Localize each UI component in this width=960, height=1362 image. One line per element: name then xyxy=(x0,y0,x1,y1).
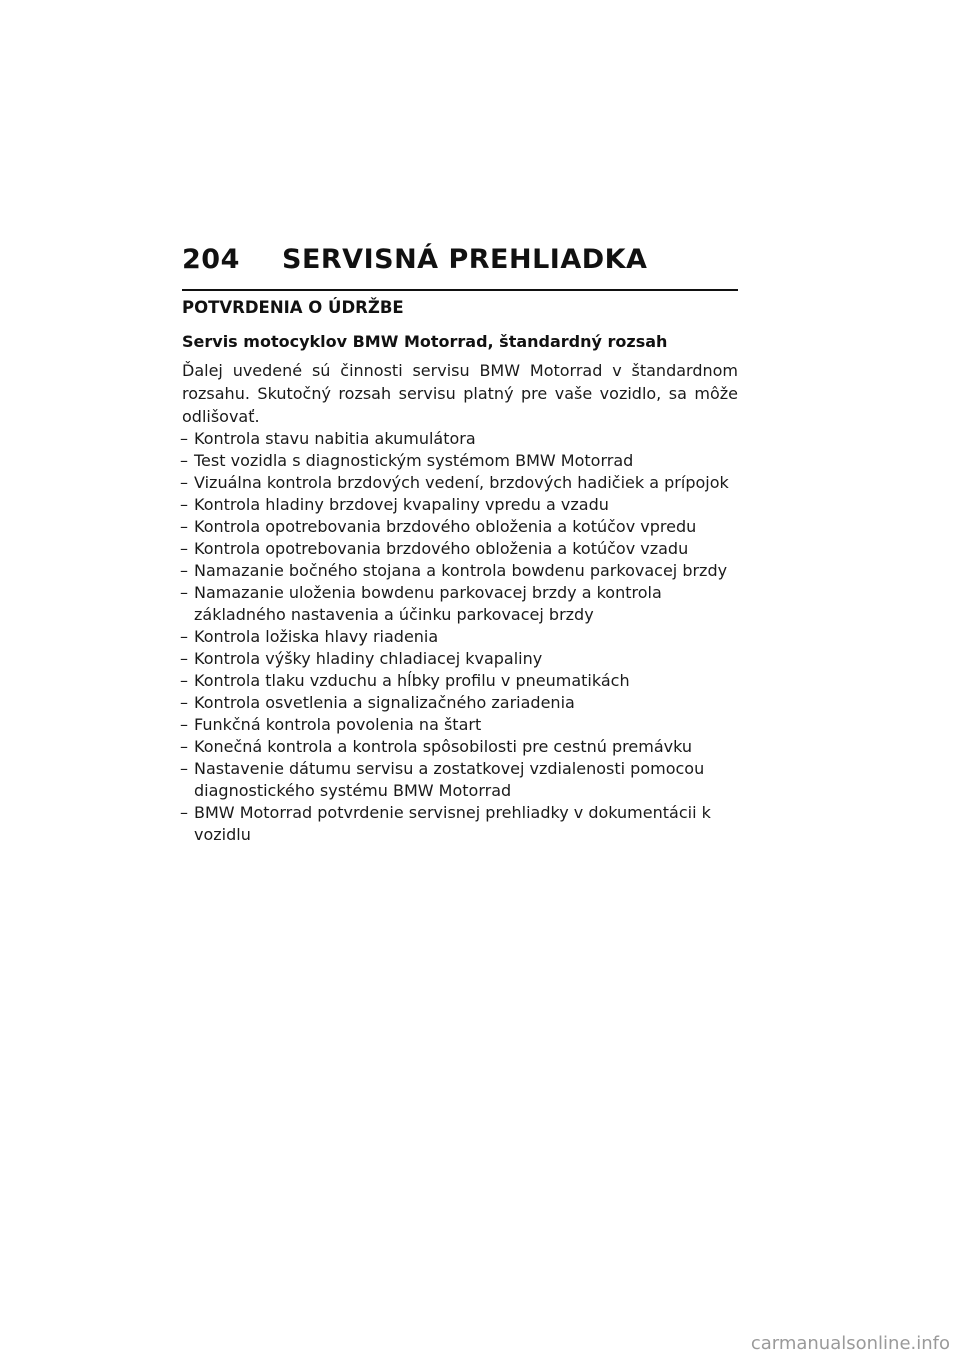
list-item: – Namazanie uloženia bowdenu parkovacej brzdy a kontrola základného nastavenia a účinku parkovacej brzdy xyxy=(182,582,738,626)
list-item: – Kontrola opotrebovania brzdového obloženia a kotúčov vzadu xyxy=(182,538,738,560)
list-item: – Funkčná kontrola povolenia na štart xyxy=(182,714,738,736)
page-number: 204 xyxy=(182,244,240,275)
page-header xyxy=(182,244,647,275)
section-title: POTVRDENIA O ÚDRŽBE xyxy=(182,289,738,321)
list-item: – Kontrola výšky hladiny chladiacej kvapaliny xyxy=(182,648,738,670)
intro-paragraph: Ďalej uvedené sú činnosti servisu BMW Motorrad v štandardnom rozsahu. Skutočný rozsah servisu platný pre vaše vozidlo, sa môže odlišovať. xyxy=(182,361,738,426)
list-item: – Kontrola ložiska hlavy riadenia xyxy=(182,626,738,648)
watermark-text: carmanualsonline.info xyxy=(750,1333,950,1354)
list-item: – Kontrola tlaku vzduchu a hĺbky profilu v pneumatikách xyxy=(182,670,738,692)
service-checklist xyxy=(182,428,738,846)
list-item: – Nastavenie dátumu servisu a zostatkovej vzdialenosti pomocou diagnostického systému BMW Motorrad xyxy=(182,758,738,802)
list-item: – Kontrola opotrebovania brzdového obloženia a kotúčov vpredu xyxy=(182,516,738,538)
list-item: – Vizuálna kontrola brzdových vedení, brzdových hadičiek a prípojok xyxy=(182,472,738,494)
page-content xyxy=(182,289,738,846)
list-item: – Kontrola stavu nabitia akumulátora xyxy=(182,428,738,450)
list-item: – BMW Motorrad potvrdenie servisnej prehliadky v dokumentácii k vozidlu xyxy=(182,802,738,846)
list-item: – Konečná kontrola a kontrola spôsobilosti pre cestnú premávku xyxy=(182,736,738,758)
list-item: – Kontrola osvetlenia a signalizačného zariadenia xyxy=(182,692,738,714)
list-item: – Namazanie bočného stojana a kontrola bowdenu parkovacej brzdy xyxy=(182,560,738,582)
subsection-title: Servis motocyklov BMW Motorrad, štandardný rozsah xyxy=(182,332,668,351)
chapter-title: SERVISNÁ PREHLIADKA xyxy=(282,244,648,275)
list-item: – Test vozidla s diagnostickým systémom BMW Motorrad xyxy=(182,450,738,472)
list-item: – Kontrola hladiny brzdovej kvapaliny vpredu a vzadu xyxy=(182,494,738,516)
